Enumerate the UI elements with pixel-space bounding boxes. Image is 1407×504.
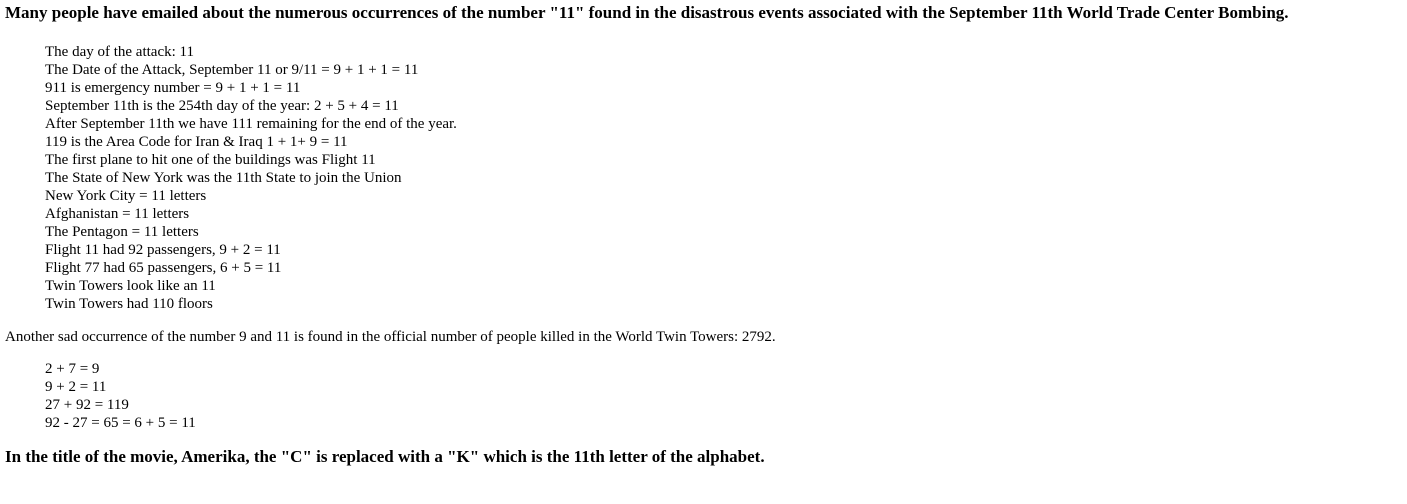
list-item: The Date of the Attack, September 11 or 9/11 = 9 + 1 + 1 = 11	[45, 62, 419, 78]
list-item: The State of New York was the 11th State to join the Union	[45, 170, 402, 186]
death-toll-paragraph: Another sad occurrence of the number 9 and 11 is found in the official number of people killed in the World Twin Towers: 2792.	[5, 329, 776, 345]
list-item: New York City = 11 letters	[45, 188, 207, 204]
list-item: 27 + 92 = 119	[45, 397, 129, 413]
list-item: Afghanistan = 11 letters	[45, 206, 190, 222]
list-item: The first plane to hit one of the buildings was Flight 11	[45, 152, 376, 168]
list-item: 92 - 27 = 65 = 6 + 5 = 11	[45, 415, 196, 431]
list-item: 2 + 7 = 9	[45, 361, 100, 377]
closing-heading: In the title of the movie, Amerika, the "C" is replaced with a "K" which is the 11th letter of the alphabet.	[5, 447, 765, 466]
list-item: Flight 77 had 65 passengers, 6 + 5 = 11	[45, 260, 282, 276]
list-item: After September 11th we have 111 remaining for the end of the year.	[45, 116, 457, 132]
list-item: Twin Towers had 110 floors	[45, 296, 213, 312]
facts-list	[45, 43, 1401, 313]
list-item: The day of the attack: 11	[45, 44, 194, 60]
list-item: 911 is emergency number = 9 + 1 + 1 = 11	[45, 80, 301, 96]
list-item: September 11th is the 254th day of the year: 2 + 5 + 4 = 11	[45, 98, 399, 114]
math-list	[45, 360, 1401, 432]
list-item: Flight 11 had 92 passengers, 9 + 2 = 11	[45, 242, 281, 258]
intro-heading: Many people have emailed about the numerous occurrences of the number "11" found in the disastrous events associated with the September 11th World Trade Center Bombing.	[5, 3, 1289, 22]
list-item: Twin Towers look like an 11	[45, 278, 216, 294]
list-item: 119 is the Area Code for Iran & Iraq 1 + 1+ 9 = 11	[45, 134, 348, 150]
list-item: 9 + 2 = 11	[45, 379, 107, 395]
list-item: The Pentagon = 11 letters	[45, 224, 199, 240]
